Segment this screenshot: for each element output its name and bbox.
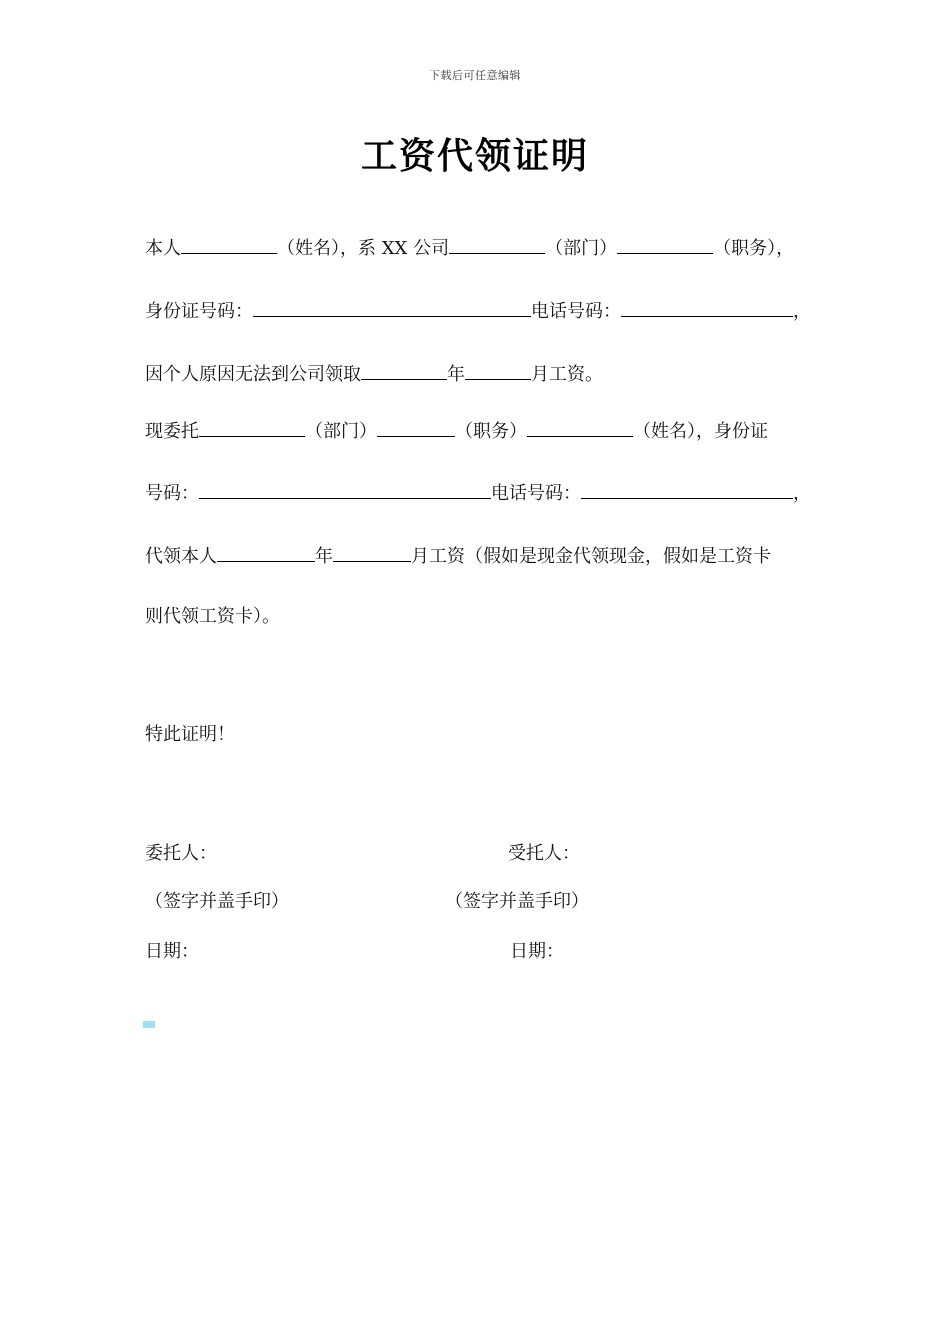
body-line-6	[145, 543, 771, 569]
body-line-7	[145, 605, 280, 629]
body-line-1	[145, 235, 794, 261]
agent-sign-note: （签字并盖手印）	[445, 891, 589, 912]
text-segment: ，	[793, 301, 811, 322]
agent-name-blank[interactable]	[527, 418, 633, 437]
agent-position-blank[interactable]	[377, 418, 455, 437]
body-line-2	[145, 298, 811, 324]
year-blank[interactable]	[361, 361, 447, 380]
text-segment: 月工资。	[531, 364, 603, 385]
agent-date-label: 日期：	[510, 941, 564, 962]
principal-sign-note: （签字并盖手印）	[145, 891, 289, 912]
text-segment: 代领本人	[145, 546, 217, 567]
id-number-blank[interactable]	[253, 298, 531, 317]
text-segment: 年	[447, 364, 465, 385]
text-segment: 电话号码：	[531, 301, 621, 322]
body-line-5	[145, 480, 811, 506]
name-blank[interactable]	[181, 235, 277, 254]
principal-label: 委托人：	[145, 843, 217, 864]
department-blank[interactable]	[449, 235, 545, 254]
text-segment: 现委托	[145, 421, 199, 442]
document-title: 工资代领证明	[360, 135, 589, 177]
text-segment: （职务），	[713, 238, 795, 259]
text-segment: 电话号码：	[491, 483, 581, 504]
text-segment: ，	[793, 483, 811, 504]
body-line-4	[145, 418, 768, 444]
header-note: 下载后可任意编辑	[429, 69, 521, 82]
text-segment: 身份证号码：	[145, 301, 253, 322]
agent-label: 受托人：	[508, 843, 580, 864]
phone-blank[interactable]	[621, 298, 793, 317]
agent-phone-blank[interactable]	[581, 480, 793, 499]
closing-statement: 特此证明！	[145, 724, 235, 745]
text-segment: 则代领工资卡）。	[145, 606, 280, 627]
text-segment: 本人	[145, 238, 181, 259]
text-segment: 号码：	[145, 483, 199, 504]
text-segment: （部门）	[305, 421, 377, 442]
text-segment: （姓名），系 XX 公司	[277, 238, 450, 259]
text-segment: （姓名），身份证	[633, 421, 768, 442]
position-blank[interactable]	[617, 235, 713, 254]
month-blank[interactable]	[465, 361, 531, 380]
text-segment: （职务）	[455, 421, 527, 442]
text-cursor-marker	[143, 1021, 155, 1028]
text-segment: （部门）	[545, 238, 618, 259]
collect-year-blank[interactable]	[217, 543, 315, 562]
agent-department-blank[interactable]	[199, 418, 305, 437]
collect-month-blank[interactable]	[333, 543, 411, 562]
text-segment: 年	[315, 546, 333, 567]
body-line-3	[145, 361, 603, 387]
agent-id-number-blank[interactable]	[199, 480, 491, 499]
text-segment: 因个人原因无法到公司领取	[145, 364, 361, 385]
principal-date-label: 日期：	[145, 941, 199, 962]
text-segment: 月工资（假如是现金代领现金，假如是工资卡	[411, 546, 771, 567]
